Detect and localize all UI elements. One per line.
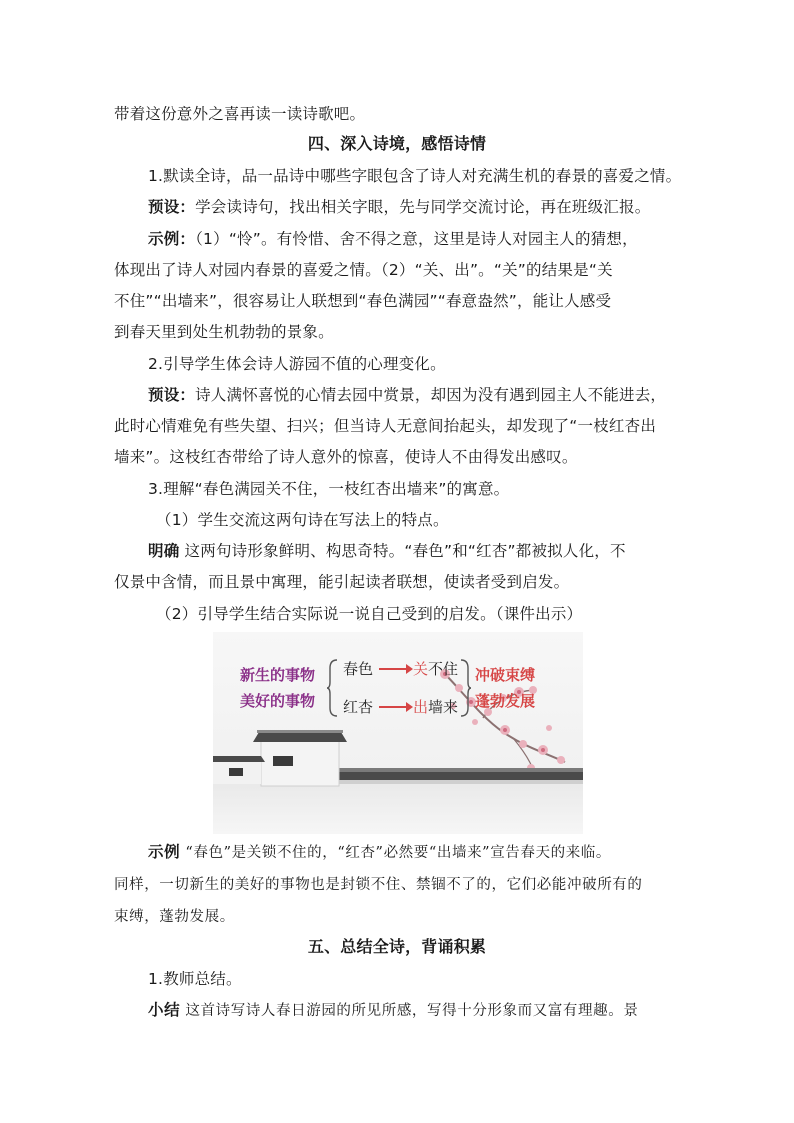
row-apricot: 红杏: [343, 698, 374, 716]
label-vigorous-growth: 蓬勃发展: [475, 692, 536, 710]
text-line: 仅景中含情，而且景中寓理，能引起读者联想，使读者受到启发。: [114, 573, 570, 591]
text-line: （2）引导学生结合实际说一说自己受到的启发。（课件出示）: [156, 605, 583, 623]
wall-landscape-graphic: [213, 632, 583, 834]
arrow-icon: [379, 706, 411, 708]
courseware-illustration: [213, 632, 583, 834]
text-line: 2.引导学生体会诗人游园不值的心理变化。: [148, 355, 446, 373]
text-line: 墙来”。这枝红杏带给了诗人意外的惊喜，使诗人不由得发出感叹。: [114, 448, 578, 466]
text-line: 小结 这首诗写诗人春日游园的所见所感，写得十分形象而又富有理趣。景: [148, 1001, 639, 1019]
label-beautiful-things: 美好的事物: [240, 692, 316, 710]
text-line: 示例：（1）“怜”。有怜惜、舍不得之意，这里是诗人对园主人的猜想，: [148, 230, 638, 248]
text-line: 束缚，蓬勃发展。: [114, 909, 235, 925]
text-line: 1.默读全诗，品一品诗中哪些字眼包含了诗人对充满生机的春景的喜爱之情。: [148, 167, 682, 185]
text-line: 预设：学会读诗句，找出相关字眼，先与同学交流讨论，再在班级汇报。: [148, 198, 651, 216]
section-heading-4: 四、深入诗境，感悟诗情: [307, 134, 487, 153]
text-line: 不住”“出墙来”，很容易让人联想到“春色满园”“春意盎然”，能让人感受: [114, 292, 612, 310]
label-new-things: 新生的事物: [240, 666, 316, 684]
text-line: 明确 这两句诗形象鲜明、构思奇特。“春色”和“红杏”都被拟人化，不: [148, 542, 626, 560]
label-summary: 小结: [148, 1001, 181, 1019]
label-break-bonds: 冲破束缚: [475, 666, 536, 684]
text-line: 同样，一切新生的美好的事物也是封锁不住、禁锢不了的，它们必能冲破所有的: [114, 877, 643, 893]
row-spring-result: 关不住: [413, 660, 459, 678]
left-brace-icon: [327, 658, 339, 718]
text-line: 到春天里到处生机勃勃的景象。: [114, 323, 334, 341]
arrow-icon: [379, 668, 411, 670]
section-heading-5: 五、总结全诗，背诵积累: [307, 937, 487, 956]
row-spring: 春色: [343, 660, 374, 678]
label-example: 示例: [148, 843, 181, 861]
row-apricot-result: 出墙来: [413, 698, 459, 716]
text-line: 1.教师总结。: [148, 970, 242, 988]
text-line: （1）学生交流这两句诗在写法上的特点。: [156, 511, 449, 529]
text-line: 带着这份意外之喜再读一读诗歌吧。: [114, 105, 366, 123]
text-line: 体现出了诗人对园内春景的喜爱之情。（2）“关、出”。“关”的结果是“关: [114, 261, 613, 279]
text-line: 3.理解“春色满园关不住，一枝红杏出墙来”的寓意。: [148, 480, 510, 498]
text-line: 示例 “春色”是关锁不住的，“红杏”必然要“出墙来”宣告春天的来临。: [148, 843, 611, 861]
text-line: 此时心情难免有些失望、扫兴；但当诗人无意间抬起头，却发现了“一枝红杏出: [114, 417, 657, 435]
right-brace-icon: [459, 658, 471, 718]
label-preset: 预设：: [148, 198, 196, 216]
label-preset: 预设：: [148, 386, 196, 404]
text-line: 预设：诗人满怀喜悦的心情去园中赏景，却因为没有遇到园主人不能进去，: [148, 386, 667, 404]
label-clarify: 明确: [148, 542, 180, 560]
label-example: 示例：: [148, 230, 196, 248]
